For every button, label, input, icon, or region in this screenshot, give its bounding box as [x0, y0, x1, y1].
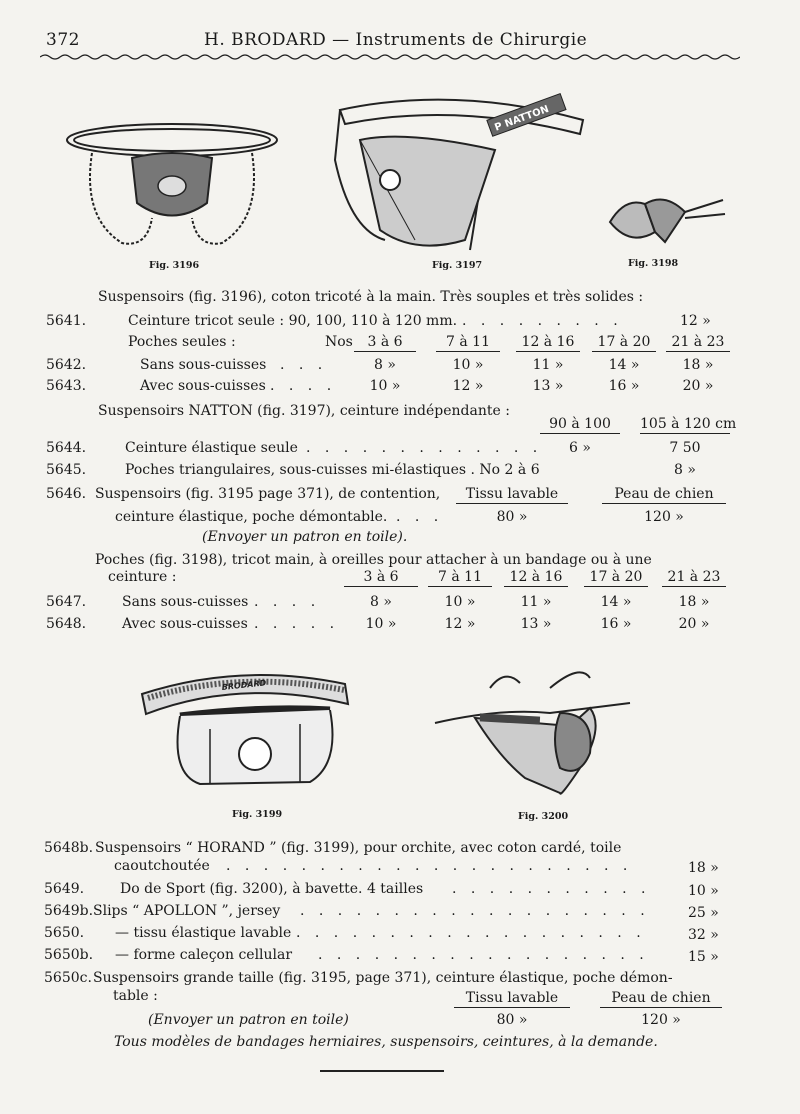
price: 11 »	[520, 594, 552, 610]
nos-label: Nos	[325, 334, 353, 350]
size-header: 12 à 16	[504, 569, 568, 587]
item-label: Do de Sport (fig. 3200), à bavette. 4 tailles	[120, 881, 424, 897]
leader-dots: . . . . . . . . . . . . .	[306, 440, 543, 456]
item-code: 5647.	[46, 594, 87, 610]
price: 8 »	[370, 594, 392, 610]
header-wavy-rule	[40, 52, 740, 62]
item-price: 32 »	[688, 927, 719, 943]
column-header: Peau de chien	[602, 486, 726, 504]
poches-seules-label: Poches seules :	[128, 334, 236, 350]
item-code: 5649.	[44, 881, 85, 897]
price: 13 »	[520, 616, 552, 632]
item-label: — tissu élastique lavable	[115, 925, 292, 941]
item-line: ceinture élastique, poche démontable.	[115, 509, 388, 525]
figure-caption: Fig. 3200	[518, 811, 569, 822]
item-label: Ceinture tricot seule : 90, 100, 110 à 120 mm.	[128, 313, 458, 329]
price: 12 »	[452, 378, 484, 394]
price: 14 »	[600, 594, 632, 610]
item-code: 5642.	[46, 357, 87, 373]
item-line: caoutchoutée	[114, 858, 210, 874]
leader-dots: . . .	[280, 357, 328, 373]
price: 18 »	[678, 594, 710, 610]
size-header: 7 à 11	[428, 569, 492, 587]
size-header: 90 à 100	[540, 416, 620, 434]
column-header: Tissu lavable	[454, 990, 570, 1008]
item-price: 15 »	[688, 949, 719, 965]
item-label: Poches triangulaires, sous-cuisses mi-élastiques . No 2 à 6	[125, 462, 540, 478]
item-label: Sans sous-cuisses	[122, 594, 249, 610]
item-line: table :	[113, 988, 158, 1004]
item-code: 5650.	[44, 925, 85, 941]
figure-caption: Fig. 3196	[149, 260, 200, 271]
price: 14 »	[608, 357, 640, 373]
size-header: 105 à 120 cm	[640, 416, 737, 432]
item-code: 5650c.	[44, 970, 92, 986]
column-header: Peau de chien	[600, 990, 722, 1008]
item-code: 5641.	[46, 313, 87, 329]
leader-dots: . . . . . . . . . . . . . . . . . . .	[296, 925, 646, 941]
leader-dots: . . . . .	[254, 616, 340, 632]
item-code: 5646.	[46, 486, 87, 502]
leader-dots: . . . . . . . . . . .	[452, 881, 651, 897]
price: 12 »	[444, 616, 476, 632]
size-header: 12 à 16	[516, 334, 580, 352]
intro-3198-line2: ceinture :	[108, 569, 177, 585]
column-header: Tissu lavable	[456, 486, 568, 504]
item-code: 5643.	[46, 378, 87, 394]
brodard-brand-label: BRODARD	[221, 678, 267, 692]
item-price: 18 »	[688, 860, 719, 876]
leader-dots: . . . . . . . . . . . . . . . . . .	[318, 947, 649, 963]
price: 20 »	[682, 378, 714, 394]
size-header: 21 à 23	[666, 334, 730, 352]
item-code: 5648.	[46, 616, 87, 632]
size-header: 7 à 11	[436, 334, 500, 352]
item-line: Suspensoirs grande taille (fig. 3195, page 371), ceinture élastique, poche démon-	[93, 970, 673, 986]
size-header: 17 à 20	[592, 334, 656, 352]
leader-dots: . . . . . . . . .	[462, 313, 623, 329]
item-label: Slips “ APOLLON ”, jersey	[93, 903, 281, 919]
item-line: Suspensoirs (fig. 3195 page 371), de contention,	[95, 486, 441, 502]
item-line: Suspensoirs “ HORAND ” (fig. 3199), pour orchite, avec coton cardé, toile	[95, 840, 622, 856]
footer-rule	[320, 1070, 444, 1072]
price: 7 50	[669, 440, 701, 456]
price: 8 »	[374, 357, 396, 373]
item-label: — forme caleçon cellular	[115, 947, 293, 963]
price: 18 »	[682, 357, 714, 373]
price: 6 »	[569, 440, 591, 456]
figure-3199-horand-suspensory	[140, 664, 358, 804]
price: 16 »	[600, 616, 632, 632]
price: 16 »	[608, 378, 640, 394]
item-code: 5644.	[46, 440, 87, 456]
price: 10 »	[444, 594, 476, 610]
price: 10 »	[365, 616, 397, 632]
leader-dots: . . . .	[270, 378, 337, 394]
item-note: (Envoyer un patron en toile)	[148, 1012, 349, 1028]
natton-brand-label: P NATTON	[493, 103, 551, 134]
item-label: Avec sous-cuisses	[122, 616, 248, 632]
price: 10 »	[369, 378, 401, 394]
size-header: 3 à 6	[344, 569, 418, 587]
item-code: 5648b.	[44, 840, 94, 856]
item-code: 5650b.	[44, 947, 94, 963]
item-price: 12 »	[680, 313, 711, 329]
page-number: 372	[46, 30, 80, 50]
price: 13 »	[532, 378, 564, 394]
size-header: 21 à 23	[662, 569, 726, 587]
item-note: (Envoyer un patron en toile).	[202, 529, 408, 545]
figure-3200-sport-suspensory	[430, 668, 635, 806]
figure-caption: Fig. 3198	[628, 258, 679, 269]
price: 120 »	[641, 1012, 681, 1028]
price: 20 »	[678, 616, 710, 632]
item-code: 5645.	[46, 462, 87, 478]
price: 8 »	[674, 462, 696, 478]
intro-3198-line1: Poches (fig. 3198), tricot main, à oreilles pour attacher à un bandage ou à une	[95, 552, 652, 568]
leader-dots: . . .	[396, 509, 444, 525]
figure-3198-knitted-pouch	[605, 192, 730, 257]
footer-note: Tous modèles de bandages herniaires, suspensoirs, ceintures, à la demande.	[114, 1034, 658, 1050]
item-price: 25 »	[688, 905, 719, 921]
price: 11 »	[532, 357, 564, 373]
leader-dots: . . . . . . . . . . . . . . . . . . . . . .	[226, 858, 633, 874]
size-header: 17 à 20	[584, 569, 648, 587]
figure-3197-natton-suspensory	[325, 90, 590, 260]
page-title: H. BRODARD — Instruments de Chirurgie	[204, 30, 588, 50]
price: 80 »	[496, 1012, 528, 1028]
price: 120 »	[644, 509, 684, 525]
leader-dots: . . . . . . . . . . . . . . . . . . .	[300, 903, 650, 919]
price: 10 »	[452, 357, 484, 373]
figure-caption: Fig. 3199	[232, 809, 283, 820]
size-header: 3 à 6	[354, 334, 416, 352]
item-code: 5649b.	[44, 903, 94, 919]
figure-caption: Fig. 3197	[432, 260, 483, 271]
leader-dots: . . . .	[254, 594, 321, 610]
item-price: 10 »	[688, 883, 719, 899]
intro-3197: Suspensoirs NATTON (fig. 3197), ceinture indépendante :	[98, 403, 510, 419]
item-label: Avec sous-cuisses	[140, 378, 266, 394]
item-label: Sans sous-cuisses	[140, 357, 267, 373]
price: 80 »	[496, 509, 528, 525]
figure-3196-knitted-suspensory	[62, 118, 282, 258]
item-label: Ceinture élastique seule	[125, 440, 298, 456]
intro-3196: Suspensoirs (fig. 3196), coton tricoté à la main. Très souples et très solides :	[98, 289, 644, 305]
